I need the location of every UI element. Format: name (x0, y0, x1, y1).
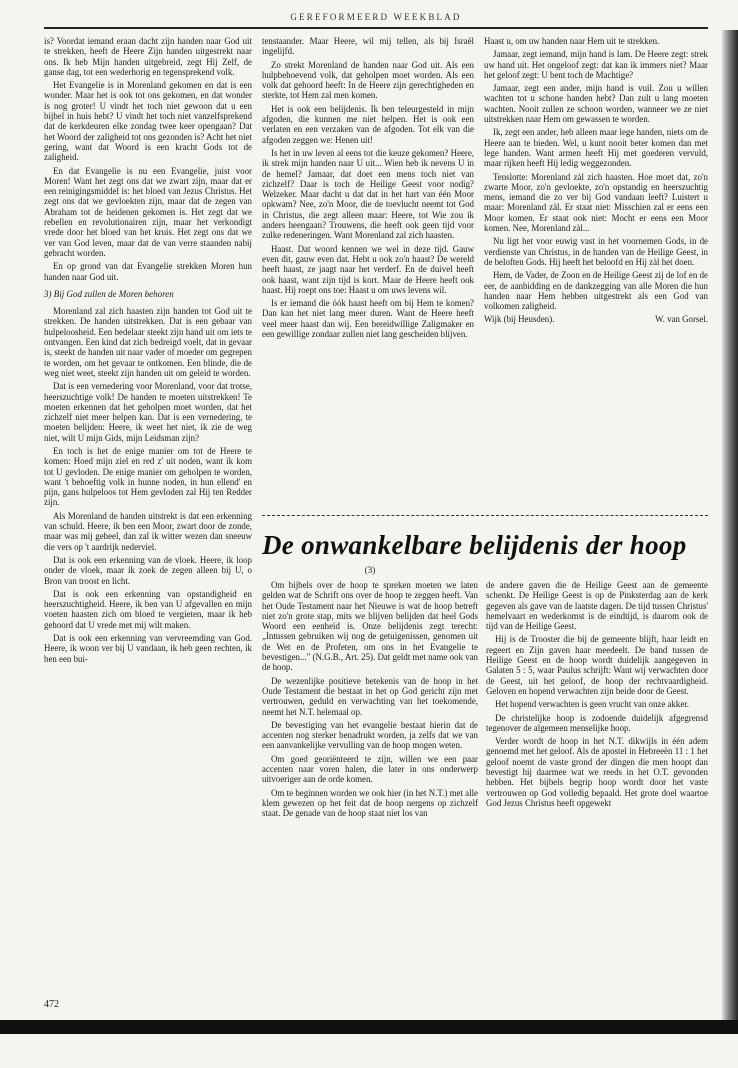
paragraph: De wezenlijke positieve betekenis van de hoop in het Oude Testament die bestaat in het op God gericht zijn met vertrouwen, geduld en verwachting van het toekomende, neemt het N.T. helemaal op. (262, 675, 478, 717)
article-title: De onwankelbare belijdenis der hoop (262, 530, 687, 560)
paragraph: Tenslotte: Morenland zàl zich haasten. Hoe moet dat, zo'n zwarte Moor, zo'n gevloekte, zo'n opstandig en heerszuchtig mens, iemand die zo ver bij God vandaan leeft? Luistert u maar: Morenland zàl. Er staat niet: Misschien zal er eens een Moor komen. Er staat ook niet: Mocht er eens een Moor komen. Nee, Morenland zàl... (484, 171, 708, 234)
paragraph: De christelijke hoop is zodoende duidelijk afgegrensd tegenover de algemeen menselijke hoop. (486, 712, 708, 733)
column-3 (484, 36, 708, 510)
paragraph: Dat is ook een erkenning van de vloek. Heere, ik loop onder de vloek, maar ik zoek de zegen alleen bij U, o Bron van troost en licht. (44, 554, 252, 586)
article-divider (262, 515, 708, 516)
paragraph: En dat Evangelie is nu een Evangelie, juist voor Moren! Want het zegt ons dat we zwart zijn, maar dat er een reinigingsmiddel is: het bloed van Jezus Christus. Het zegt ons dat we gevloekten zijn, maar dat de zegen van Abraham tot de heidenen gekomen is. Het zegt dat we rebellen en revolutionairen zijn, maar het verkondigt vrede door het bloed van het kruis. Het zegt ons dat we ver van God leven, maar dat de van verre staanden nabij gebracht worden. (44, 165, 252, 258)
paragraph: Haast u, om uw handen naar Hem uit te strekken. (484, 36, 660, 46)
journal-title: GEREFORMEERD WEEKBLAD (290, 12, 462, 22)
signature-place: Wijk (bij Heusden). (484, 314, 555, 325)
paragraph: En toch is het de enige manier om tot de Heere te komen: Hoed mijn ziel en red z' uit noden, want ik kom tot U gevloden. De enige manier om geholpen te worden, want 't behoeftig volk in hunne noden, in hun ellend' en pijn, gans hulpeloos tot Hem gevloden zal Hij ten Redder zijn. (44, 445, 252, 508)
paragraph: Het is ook een belijdenis. Ik ben teleurgesteld in mijn afgoden, die kunnen me niet helpen. Het is ook een verlaten en een verzaken van de afgoden. Tot elk van die afgoden zeggen we: Henen uit! (262, 103, 474, 145)
paragraph: Als Morenland de handen uitstrekt is dat een erkenning van schuld. Heere, ik ben een Moor, zwart door de zonde, maar was mij geheel, dan zal ik witter wezen dan sneeuw die vers op 't aardrijk nederviel. (44, 510, 252, 552)
paragraph: Hem, de Vader, de Zoon en de Heilige Geest zij de lof en de eer, de aanbidding en de dankzegging van alle Moren die hun handen naar Hem hebben uitgestrekt als een God van volkomen zaligheid. (484, 270, 708, 312)
paragraph: Om goed georiënteerd te zijn, willen we een paar accenten naar voren halen, die later in ons onderwerp uitvoeriger aan de orde komen. (262, 753, 478, 785)
article-column-left (262, 580, 478, 994)
paragraph: Het hopend verwachten is geen vrucht van onze akker. (495, 699, 689, 710)
paragraph: Dat is ook een erkenning van vervreemding van God. Heere, ik woon ver bij U vandaan, ik heb geen rechten, ik ben een bui- (44, 633, 252, 664)
bottom-scan-edge (0, 1020, 738, 1034)
paragraph: En op grond van dat Evangelie strekken Moren hun handen naar God uit. (44, 261, 252, 282)
paragraph: Morenland zal zich haasten zijn handen tot God uit te strekken. De handen uitstrekken. Dat is een gebaar van hulpeloosheid. Een bedelaar steekt zijn hand uit om iets te ontvangen. Een kind dat zich bedreigd voelt, dat in gevaar is, steekt de handen uit naar vader of moeder om gegrepen te worden, om het gevaar te ontkomen. Een blinde, die de weg niet weet, steekt zijn handen uit om geleid te worden. (44, 306, 252, 378)
paragraph: Haast. Dat woord kennen we wel in deze tijd. Gauw even dit, gauw even dat. Hebt u ook zo'n haast? De wereld heeft haast, ze jaagt naar het verderf. En de duivel heeft ook haast, want zijn tijd is kort. Maar de Heere heeft ook haast. Hij roept ons toe: Haast u om uws levens wil. (262, 243, 474, 295)
page-header (44, 8, 708, 32)
paragraph: Om bijbels over de hoop te spreken moeten we laten gelden wat de Schrift ons over de hoop te zeggen heeft. Van het Oude Testament naar het Nieuwe is wat de hoop betreft niet zo'n grote stap, mits we blijven belijden dat heel Gods Woord een eenheid is. Onze belijdenis zegt terecht: „Intussen gebruiken wij nog de getuigenissen, genomen uit de Wet en de Profeten, om ons in het Evangelie te bevestigen..." (N.G.B., Art. 25). Dat geldt met name ook van de hoop. (262, 580, 478, 673)
paragraph: Is er iemand die óók haast heeft om bij Hem te komen? Dan kan het niet lang meer duren. Want de Heere heeft veel meer haast dan wij. Een bereidwillige Zaligmaker en een gewillige zondaar zullen niet lang gescheiden blijven. (262, 298, 474, 340)
paragraph: tenstaander. Maar Heere, wil mij tellen, als bij Israël ingelijfd. (262, 36, 474, 57)
paragraph: Hij is de Trooster die bij de gemeente blijft, haar leidt en regeert en Zijn gaven haar meedeelt. De band tussen de Heilige Geest en de hoop wordt duidelijk aangegeven in Galaten 5 : 5, waar Paulus schrijft: Want wij verwachten door de Geest, uit het geloof, de hoop der rechtvaardigheid. Geloven en hopend verwachten zijn beide door de Geest. (486, 634, 708, 696)
paragraph: Nu ligt het voor euwig vast in het voornemen Gods, in de verdienste van Christus, in de handen van de Heilige Geest, in de beloften Gods. Hij heeft het beloofd en Hij zàl het doen. (484, 236, 708, 267)
column-1 (44, 36, 252, 994)
paragraph: is? Voordat iemand eraan dacht zijn handen naar God uit te strekken, heeft de Heere Zijn handen uitgestrekt naar ons. Ik heb Mijn handen uitgebreid, zegt Hij Zelf, de ganse dag, tot een wederhorig en tegensprekend volk. (44, 36, 252, 77)
paragraph: Jamaar, zegt een ander, mijn hand is vuil. Zou u willen wachten tot u schone handen hebt? Dan zult u lang moeten wachten. Nooit zullen ze schoon worden, wanneer we ze niet uitstrekken naar Hem om gewassen te worden. (484, 83, 708, 125)
article-number: (3) (364, 565, 376, 575)
paragraph: Om te beginnen worden we ook hier (in het N.T.) met alle klem gewezen op het feit dat de hoop nergens op zichzelf staat. De genade van de hoop staat niet los van (262, 787, 478, 819)
signature-author: W. van Gorsel. (655, 314, 708, 325)
page-edge-shadow (722, 30, 738, 1020)
paragraph: Zo strekt Morenland de handen naar God uit. Als een hulpbehoevend volk, dat geholpen moet worden. Als een volk dat gehoord heeft: In de Heere zijn gerechtigheden en sterkte, tot Hem zal men komen. (262, 59, 474, 101)
paragraph: Is het in uw leven al eens tot die keuze gekomen? Heere, ik strek mijn handen naar U uit... Wien heb ik nevens U in de hemel? Jamaar, dat doet een mens toch niet van zichzelf? Daar is toch de Heilige Geest voor nodig? Welzeker. Maar dacht u dat dat in het hart van één Moor opkwam? Nee, zo'n Moor, die de toevlucht neemt tot God in Christus, die zegt alleen maar: Heere, tot Wie zou ik anders heengaan? Trouwens, die heeft ook geen tijd voor zulke redeneringen. Want Morenland zal zich haasten. (262, 147, 474, 241)
section-heading: 3) Bij God zullen de Moren behoren (44, 288, 174, 299)
signature (484, 314, 708, 324)
article-column-right (486, 580, 708, 994)
paragraph: Het Evangelie is in Morenland gekomen en dat is een wonder. Maar het is ook tot ons gekomen, en dat wonder is nog groter! U vindt het toch niet gewoon dat u een bijbel in huis hebt? U vindt het toch niet vanzelfsprekend dat de kerkdeuren elke zondag twee keer opengaan? Dat het Woord der zaligheid tot ons gezonden is? Acht het niet gering, want dat Woord is een kracht Gods tot de zaligheid. (44, 80, 252, 163)
paragraph: Jamaar, zegt iemand, mijn hand is lam. De Heere zegt: strek uw hand uit. Het ongeloof zegt: dat kan ik immers niet? Maar het geloof zegt: U bent toch de Machtige? (484, 49, 708, 80)
paragraph: Ik, zegt een ander, heb alleen maar lege handen, niets om de Heere aan te bieden. Wel, u kunt nooit beter komen dan met lege handen. Want armen heeft Hij met goederen vervuld, maar rijken heeft Hij ledig weggezonden. (484, 127, 708, 169)
header-rule (44, 27, 708, 29)
paragraph: De bevestiging van het evangelie bestaat hierin dat de accenten nog sterker benadrukt worden, ja zelfs dat we van een aanvankelijke vervulling van de hoop mogen weten. (262, 719, 478, 751)
paragraph: de andere gaven die de Heilige Geest aan de gemeente schenkt. De Heilige Geest is op de Pinksterdag aan de kerk gegeven als gave van de laatste dagen. De tijd tussen Christus' hemelvaart en wederkomst is de eindtijd, is daarom ook de tijd van de Heilige Geest. (486, 580, 708, 632)
paragraph: Dat is een vernedering voor Morenland, voor dat trotse, heerszuchtige volk! De handen te moeten uitstrekken! Te moeten erkennen dat het geholpen moet worden, dat het zichzelf niet meer helpen kan. Dat is een vernedering, te moeten belijden: Heere, ik weet het niet, ik zie de weg niet, wilt U mijn Gids, mijn Leidsman zijn? (44, 381, 252, 443)
page-number: 472 (44, 999, 59, 1010)
paragraph: Verder wordt de hoop in het N.T. dikwijls in één adem genoemd met het geloof. Als de apostel in Hebreeën 11 : 1 het geloof noemt de vaste grond der dingen die men hoopt dan bevestigt hij daarmee wat we reeds in het O.T. gevonden hebben. Het bijbels begrip hoop wordt door het vaste vertrouwen op God volledig bepaald. Het grote doel waartoe God Jezus Christus heeft opgewekt (486, 736, 708, 808)
column-2 (262, 36, 474, 510)
paragraph: Dat is ook een erkenning van opstandigheid en heerszuchtigheid. Heere, ik ben van U afgevallen en mijn voeten haasten zich om bloed te vergieten, maar ik heb gehoord dat U vrede met mij wilt maken. (44, 588, 252, 630)
